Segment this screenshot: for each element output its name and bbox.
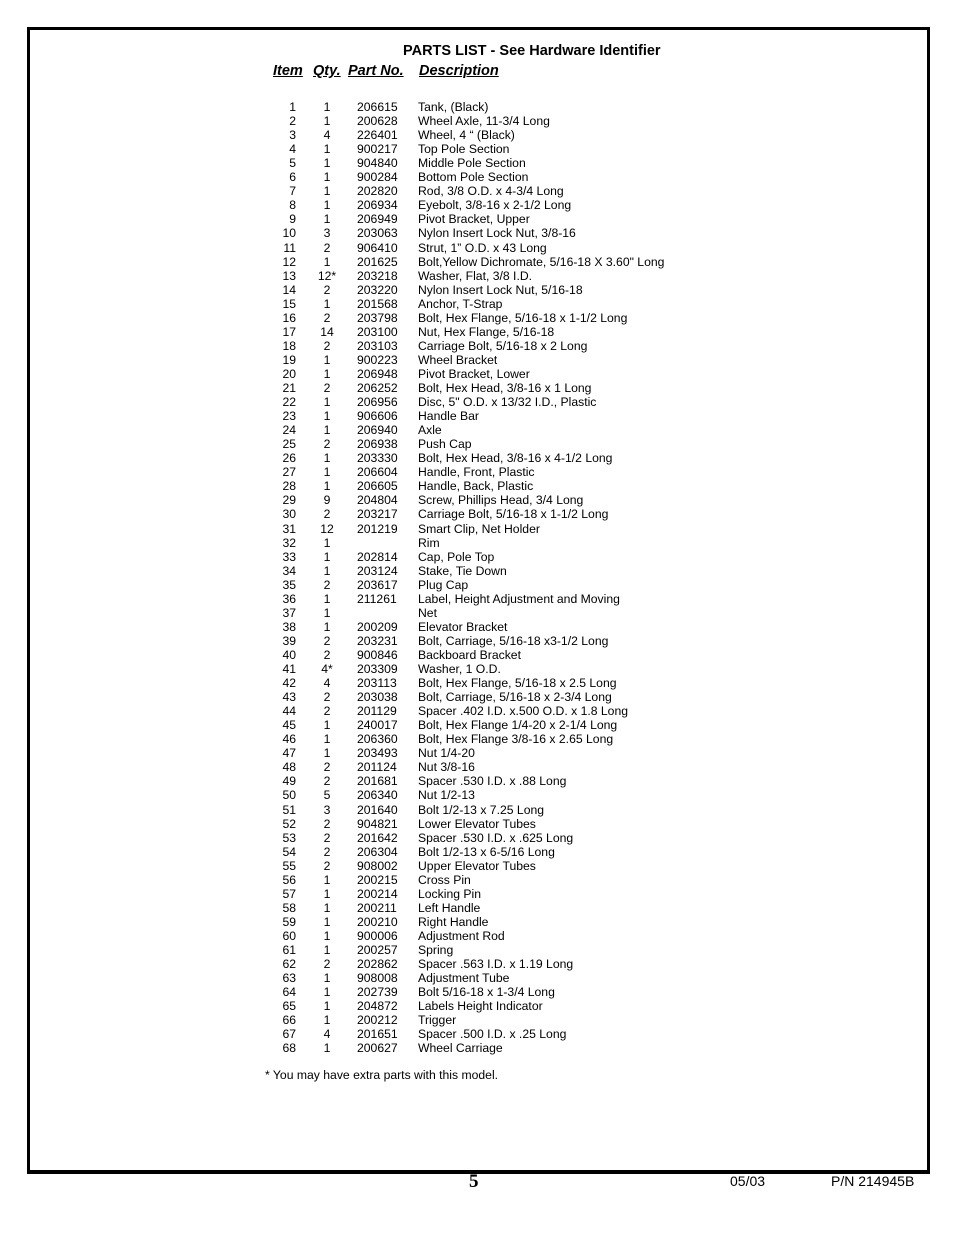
item-number: 16 [282, 310, 296, 325]
quantity: 2 [323, 633, 331, 648]
description: Labels Height Indicator [418, 999, 543, 1014]
item-number: 29 [282, 493, 296, 508]
quantity: 1 [323, 914, 331, 929]
description: Wheel Bracket [418, 352, 498, 367]
quantity: 2 [323, 310, 331, 325]
quantity: 9 [323, 493, 331, 508]
part-number: 203220 [357, 282, 398, 297]
description: Bolt 1/2-13 x 7.25 Long [418, 802, 545, 817]
item-number: 10 [282, 226, 296, 241]
item-number: 46 [282, 732, 296, 747]
quantity: 2 [323, 816, 331, 831]
description: Spacer .563 I.D. x 1.19 Long [418, 957, 574, 972]
description: Top Pole Section [418, 142, 510, 157]
quantity: 1 [323, 352, 331, 367]
description: Screw, Phillips Head, 3/4 Long [418, 493, 584, 508]
item-number: 3 [289, 128, 296, 143]
part-number: 206948 [357, 366, 398, 381]
description: Strut, 1” O.D. x 43 Long [418, 240, 547, 255]
quantity: 3 [323, 226, 331, 241]
item-number: 5 [289, 156, 296, 171]
description: Spring [418, 943, 454, 957]
quantity: 1 [323, 198, 331, 213]
part-number: 200209 [357, 619, 398, 634]
item-number: 57 [282, 886, 296, 901]
description: Bolt, Hex Flange, 5/16-18 x 1-1/2 Long [418, 310, 628, 325]
part-number: 206615 [357, 100, 398, 114]
description: Rod, 3/8 O.D. x 4-3/4 Long [418, 184, 564, 199]
description: Trigger [418, 1013, 457, 1028]
item-number: 65 [282, 999, 296, 1014]
description: Lower Elevator Tubes [418, 816, 536, 831]
quantity: 1 [323, 100, 331, 114]
description: Spacer .402 I.D. x.500 O.D. x 1.8 Long [418, 704, 629, 719]
item-number: 54 [282, 844, 296, 859]
item-number: 9 [289, 212, 296, 227]
description: Wheel Axle, 11-3/4 Long [418, 114, 550, 129]
part-number: 206949 [357, 212, 398, 227]
quantity: 1 [323, 732, 331, 747]
item-number: 21 [282, 381, 296, 395]
part-number: 206340 [357, 788, 398, 803]
item-number: 56 [282, 872, 296, 887]
quantity: 1 [323, 900, 331, 915]
description: Handle, Front, Plastic [418, 465, 535, 480]
quantity: 1 [323, 535, 331, 550]
quantity: 1 [323, 142, 331, 157]
description: Wheel Carriage [418, 1041, 503, 1056]
description: Spacer .500 I.D. x .25 Long [418, 1027, 567, 1042]
quantity: 4 [323, 676, 331, 691]
part-number: 904821 [357, 816, 398, 831]
part-number: 200211 [357, 900, 397, 915]
part-number: 203063 [357, 226, 398, 241]
item-number: 2 [289, 114, 296, 129]
column-header-item: Item [273, 63, 303, 79]
part-number: 226401 [357, 128, 398, 143]
description: Cap, Pole Top [418, 549, 495, 564]
quantity: 1 [323, 872, 331, 887]
part-number: 201124 [357, 760, 397, 775]
quantity: 1 [323, 254, 331, 269]
quantity: 2 [323, 507, 331, 522]
description: Wheel, 4 “ (Black) [418, 128, 515, 143]
part-number: 206605 [357, 479, 398, 494]
item-number: 43 [282, 690, 296, 705]
description: Rim [418, 535, 440, 550]
quantity: 1 [323, 619, 331, 634]
quantity: 2 [323, 760, 331, 775]
item-number: 7 [289, 184, 296, 199]
quantity: 2 [323, 647, 331, 662]
item-number: 27 [282, 465, 296, 480]
quantity: 2 [323, 774, 331, 789]
item-number: 61 [282, 943, 296, 957]
quantity: 2 [323, 957, 331, 972]
part-number: 203617 [357, 577, 398, 592]
column-header-description: Description [419, 63, 499, 79]
quantity: 1 [323, 591, 331, 606]
item-number: 34 [282, 563, 296, 578]
part-number: 203309 [357, 662, 398, 676]
item-number: 30 [282, 507, 296, 522]
page-number: 5 [469, 1171, 479, 1192]
description: Nut 1/4-20 [418, 746, 475, 761]
quantity: 1 [323, 746, 331, 761]
description: Right Handle [418, 914, 489, 929]
quantity: 1 [323, 465, 331, 480]
quantity: 4 [323, 128, 331, 143]
description: Bolt,Yellow Dichromate, 5/16-18 X 3.60" Long [418, 254, 665, 269]
item-number: 38 [282, 619, 296, 634]
quantity: 1 [323, 170, 331, 185]
description: Disc, 5" O.D. x 13/32 I.D., Plastic [418, 395, 597, 410]
quantity: 2 [323, 690, 331, 705]
item-number: 39 [282, 633, 296, 648]
description: Bolt, Hex Flange 3/8-16 x 2.65 Long [418, 732, 614, 747]
part-number: 202814 [357, 549, 398, 564]
part-number: 201568 [357, 296, 398, 311]
quantity: 12 [320, 521, 334, 536]
item-number: 12 [282, 254, 296, 269]
item-number: 25 [282, 437, 296, 452]
part-number: 200627 [357, 1041, 398, 1056]
item-number: 64 [282, 985, 296, 1000]
part-number: 206956 [357, 395, 398, 410]
parts-list-title: PARTS LIST - See Hardware Identifier [403, 43, 661, 59]
quantity: 14 [320, 324, 334, 339]
part-number: 201625 [357, 254, 398, 269]
description: Nut 1/2-13 [418, 788, 475, 803]
part-number: 201640 [357, 802, 398, 817]
item-number: 18 [282, 338, 296, 353]
description: Spacer .530 I.D. x .625 Long [418, 830, 574, 845]
quantity: 12* [317, 268, 337, 283]
item-number: 32 [282, 535, 296, 550]
quantity: 1 [323, 563, 331, 578]
item-number: 45 [282, 718, 296, 733]
description: Handle Bar [418, 409, 479, 424]
part-number: 900217 [357, 142, 398, 157]
description: Bottom Pole Section [418, 170, 529, 185]
item-number: 6 [289, 170, 296, 185]
quantity: 1 [323, 423, 331, 438]
description: Locking Pin [418, 886, 482, 901]
part-number: 200210 [357, 914, 398, 929]
part-number: 203038 [357, 690, 398, 705]
quantity: 1 [323, 971, 331, 986]
part-number: 202862 [357, 957, 398, 972]
description: Bolt, Hex Flange 1/4-20 x 2-1/4 Long [418, 718, 618, 733]
description: Bolt 1/2-13 x 6-5/16 Long [418, 844, 555, 859]
item-number: 4 [289, 142, 296, 157]
part-number: 203217 [357, 507, 398, 522]
item-number: 13 [282, 268, 296, 283]
item-number: 58 [282, 900, 296, 915]
item-number: 63 [282, 971, 296, 986]
item-number: 50 [282, 788, 296, 803]
quantity: 1 [323, 1041, 331, 1056]
quantity: 2 [323, 858, 331, 873]
description: Pivot Bracket, Upper [418, 212, 530, 227]
quantity: 1 [323, 943, 331, 957]
item-number: 17 [282, 324, 296, 339]
description: Tank, (Black) [418, 100, 489, 114]
item-number: 49 [282, 774, 296, 789]
quantity: 2 [323, 338, 331, 353]
description: Push Cap [418, 437, 472, 452]
quantity: 2 [323, 830, 331, 845]
item-number: 42 [282, 676, 296, 691]
part-number: 201642 [357, 830, 398, 845]
item-number: 68 [282, 1041, 296, 1056]
quantity: 5 [323, 788, 331, 803]
part-number: 206940 [357, 423, 398, 438]
description: Elevator Bracket [418, 619, 508, 634]
part-number: 900006 [357, 928, 398, 943]
description: Bolt, Carriage, 5/16-18 x 2-3/4 Long [418, 690, 612, 705]
quantity: 1 [323, 985, 331, 1000]
part-number: 203231 [357, 633, 398, 648]
quantity: 1 [323, 1013, 331, 1028]
description: Bolt, Hex Head, 3/8-16 x 1 Long [418, 381, 592, 395]
quantity: 1 [323, 479, 331, 494]
description: Handle, Back, Plastic [418, 479, 534, 494]
item-number: 41 [282, 662, 296, 676]
quantity: 1 [323, 928, 331, 943]
description: Bolt, Carriage, 5/16-18 x3-1/2 Long [418, 633, 609, 648]
part-number: 240017 [357, 718, 398, 733]
part-number: 201651 [357, 1027, 398, 1042]
quantity: 1 [323, 999, 331, 1014]
description: Axle [418, 423, 442, 438]
item-number: 48 [282, 760, 296, 775]
item-number: 33 [282, 549, 296, 564]
footnote: * You may have extra parts with this model. [265, 1068, 499, 1082]
quantity: 2 [323, 577, 331, 592]
item-number: 35 [282, 577, 296, 592]
item-number: 23 [282, 409, 296, 424]
description: Smart Clip, Net Holder [418, 521, 540, 536]
part-number: 904840 [357, 156, 398, 171]
quantity: 1 [323, 296, 331, 311]
item-number: 14 [282, 282, 296, 297]
part-number: 200628 [357, 114, 398, 129]
item-number: 60 [282, 928, 296, 943]
quantity: 1 [323, 718, 331, 733]
quantity: 1 [323, 886, 331, 901]
part-number: 203798 [357, 310, 398, 325]
part-number: 204804 [357, 493, 398, 508]
item-number: 59 [282, 914, 296, 929]
part-number: 906606 [357, 409, 398, 424]
description: Spacer .530 I.D. x .88 Long [418, 774, 567, 789]
description: Nut, Hex Flange, 5/16-18 [418, 324, 555, 339]
column-header-part-no: Part No. [348, 63, 404, 79]
description: Eyebolt, 3/8-16 x 2-1/2 Long [418, 198, 572, 213]
revision-date: 05/03 [730, 1173, 766, 1189]
part-number: 206938 [357, 437, 398, 452]
item-number: 37 [282, 605, 296, 620]
description: Washer, 1 O.D. [418, 662, 501, 676]
part-number: 203100 [357, 324, 398, 339]
quantity: 4 [323, 1027, 331, 1042]
description: Pivot Bracket, Lower [418, 366, 530, 381]
quantity: 2 [323, 381, 331, 395]
part-number: 201681 [357, 774, 398, 789]
item-number: 36 [282, 591, 296, 606]
description: Nylon Insert Lock Nut, 3/8-16 [418, 226, 576, 241]
description: Carriage Bolt, 5/16-18 x 1-1/2 Long [418, 507, 609, 522]
description: Upper Elevator Tubes [418, 858, 536, 873]
part-number: 206304 [357, 844, 398, 859]
description: Net [418, 605, 437, 620]
item-number: 40 [282, 647, 296, 662]
item-number: 51 [282, 802, 296, 817]
description: Cross Pin [418, 872, 471, 887]
quantity: 1 [323, 156, 331, 171]
part-number: 203218 [357, 268, 398, 283]
part-number: 203330 [357, 451, 398, 466]
part-number: 900284 [357, 170, 398, 185]
description: Anchor, T-Strap [418, 296, 503, 311]
part-number: 203124 [357, 563, 398, 578]
item-number: 67 [282, 1027, 296, 1042]
part-number: 200214 [357, 886, 398, 901]
part-number: 202820 [357, 184, 398, 199]
part-number: 908008 [357, 971, 398, 986]
part-number: 206934 [357, 198, 398, 213]
item-number: 44 [282, 704, 296, 719]
part-number: 203103 [357, 338, 398, 353]
part-number: 906410 [357, 240, 398, 255]
quantity: 1 [323, 366, 331, 381]
item-number: 20 [282, 366, 296, 381]
description: Nylon Insert Lock Nut, 5/16-18 [418, 282, 583, 297]
quantity: 1 [323, 605, 331, 620]
item-number: 47 [282, 746, 296, 761]
description: Stake, Tie Down [418, 563, 507, 578]
description: Washer, Flat, 3/8 I.D. [418, 268, 533, 283]
document-part-number: P/N 214945B [831, 1173, 915, 1189]
part-number: 206252 [357, 381, 398, 395]
description: Bolt, Hex Flange, 5/16-18 x 2.5 Long [418, 676, 617, 691]
part-number: 900846 [357, 647, 398, 662]
part-number: 211261 [357, 591, 397, 606]
description: Bolt, Hex Head, 3/8-16 x 4-1/2 Long [418, 451, 613, 466]
quantity: 2 [323, 240, 331, 255]
quantity: 1 [323, 114, 331, 129]
description: Adjustment Rod [418, 928, 505, 943]
part-number: 200212 [357, 1013, 398, 1028]
part-number: 202739 [357, 985, 398, 1000]
item-number: 1 [289, 100, 296, 114]
item-number: 53 [282, 830, 296, 845]
quantity: 4* [321, 662, 333, 676]
item-number: 26 [282, 451, 296, 466]
quantity: 1 [323, 395, 331, 410]
item-number: 22 [282, 395, 296, 410]
item-number: 52 [282, 816, 296, 831]
quantity: 2 [323, 844, 331, 859]
item-number: 55 [282, 858, 296, 873]
description: Backboard Bracket [418, 647, 521, 662]
item-number: 62 [282, 957, 296, 972]
part-number: 200215 [357, 872, 398, 887]
item-number: 8 [289, 198, 296, 213]
description: Left Handle [418, 900, 481, 915]
part-number: 203493 [357, 746, 398, 761]
part-number: 201219 [357, 521, 398, 536]
description: Plug Cap [418, 577, 469, 592]
item-number: 11 [283, 240, 296, 255]
part-number: 908002 [357, 858, 398, 873]
item-number: 66 [282, 1013, 296, 1028]
item-number: 24 [282, 423, 296, 438]
description: Adjustment Tube [418, 971, 510, 986]
quantity: 1 [323, 409, 331, 424]
quantity: 1 [323, 212, 331, 227]
quantity: 1 [323, 549, 331, 564]
part-number: 203113 [357, 676, 397, 691]
part-number: 200257 [357, 943, 398, 957]
part-number: 900223 [357, 352, 398, 367]
quantity: 2 [323, 282, 331, 297]
part-number: 206604 [357, 465, 398, 480]
item-number: 31 [282, 521, 296, 536]
part-number: 206360 [357, 732, 398, 747]
column-header-qty: Qty. [313, 63, 341, 79]
part-number: 204872 [357, 999, 398, 1014]
item-number: 19 [282, 352, 296, 367]
part-number: 201129 [357, 704, 397, 719]
description: Middle Pole Section [418, 156, 526, 171]
description: Bolt 5/16-18 x 1-3/4 Long [418, 985, 555, 1000]
quantity: 2 [323, 437, 331, 452]
description: Carriage Bolt, 5/16-18 x 2 Long [418, 338, 588, 353]
description: Nut 3/8-16 [418, 760, 475, 775]
quantity: 3 [323, 802, 331, 817]
quantity: 1 [323, 184, 331, 199]
item-number: 28 [282, 479, 296, 494]
quantity: 2 [323, 704, 331, 719]
item-number: 15 [282, 296, 296, 311]
description: Label, Height Adjustment and Moving [418, 591, 620, 606]
quantity: 1 [323, 451, 331, 466]
